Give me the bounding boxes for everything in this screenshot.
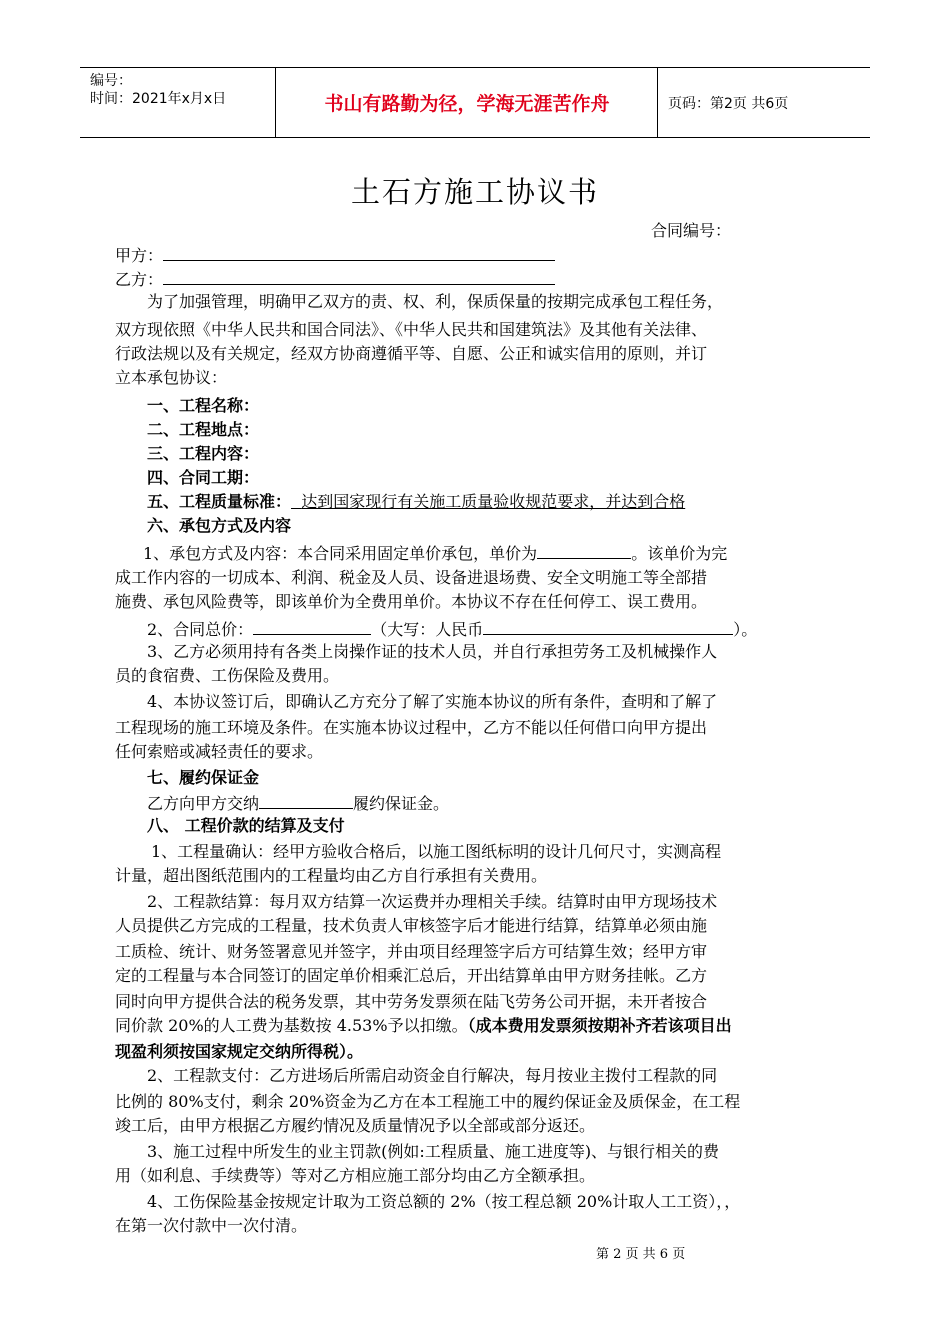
section-heading: 六、承包方式及内容 xyxy=(147,516,292,535)
header-motto: 书山有路勤为径，学海无涯苦作舟 xyxy=(277,68,658,137)
paragraph-line: 工程现场的施工环境及条件。在实施本协议过程中，乙方不能以任何借口向甲方提出 xyxy=(115,718,708,737)
paragraph-line: 3、乙方必须用持有各类上岗操作证的技术人员，并自行承担劳务工及机械操作人 xyxy=(147,642,718,661)
quality-label: 五、工程质量标准： xyxy=(147,492,292,511)
paragraph-line: 4、工伤保险基金按规定计取为工资总额的 2%（按工程总额 20%计取人工工资），， xyxy=(147,1192,741,1211)
total-price-words-blank xyxy=(483,616,733,635)
paragraph-line xyxy=(115,790,877,816)
section-heading: 二、工程地点： xyxy=(147,420,260,439)
paragraph-line: 竣工后，由甲方根据乙方履约情况及质量情况予以全部或部分返还。 xyxy=(115,1116,596,1135)
text: 。该单价为完 xyxy=(631,544,728,563)
quality-line xyxy=(115,490,877,514)
header-table xyxy=(80,67,870,138)
contract-number-label: 合同编号： xyxy=(651,221,732,240)
deposit-blank xyxy=(259,790,353,809)
party-b-blank xyxy=(163,266,555,285)
total-price-blank xyxy=(253,616,371,635)
text: （大写：人民币 xyxy=(371,620,484,639)
paragraph-line: 在第一次付款中一次付清。 xyxy=(115,1216,308,1235)
document-title: 土石方施工协议书 xyxy=(350,175,599,209)
intro-line: 行政法规以及有关规定，经双方协商遵循平等、自愿、公正和诚实信用的原则，并订 xyxy=(115,344,708,363)
paragraph-line: 员的食宿费、工伤保险及费用。 xyxy=(115,666,340,685)
text: 同价款 20%的人工费为基数按 4.53%予以扣缴。 xyxy=(115,1016,468,1035)
quality-value-text: 达到国家现行有关施工质量验收规范要求，并达到合格 xyxy=(301,492,686,511)
header-page-info: 页码：第2页 共6页 xyxy=(668,95,789,112)
paragraph-line: 3、施工过程中所发生的业主罚款(例如:工程质量、施工进度等)、与银行相关的费 xyxy=(147,1142,720,1161)
party-a-line xyxy=(115,242,845,268)
section-heading: 一、工程名称： xyxy=(147,396,260,415)
paragraph-line xyxy=(115,1014,845,1038)
time-label: 时间：2021年x月x日 xyxy=(90,91,227,107)
paragraph-line: 任何索赔或减轻责任的要求。 xyxy=(115,742,324,761)
text: 1、承包方式及内容：本合同采用固定单价承包，单价为 xyxy=(143,544,538,563)
paragraph-line xyxy=(115,616,877,642)
paragraph-line: 定的工程量与本合同签订的固定单价相乘汇总后，开出结算单由甲方财务挂帐。乙方 xyxy=(115,966,708,985)
paragraph-line: 施费、承包风险费等，即该单价为全费用单价。本协议不存在任何停工、误工费用。 xyxy=(115,592,708,611)
paragraph-line: 用（如利息、手续费等）等对乙方相应施工部分均由乙方全额承担。 xyxy=(115,1166,596,1185)
page-footer: 第 2 页 共 6 页 xyxy=(596,1247,686,1262)
quality-value xyxy=(291,492,685,511)
bold-note: 现盈利须按国家规定交纳所得税）。 xyxy=(115,1042,364,1061)
section-heading: 八、 工程价款的结算及支付 xyxy=(147,816,345,835)
header-meta xyxy=(80,68,276,137)
party-b-line xyxy=(115,266,845,292)
intro-line: 双方现依照《中华人民共和国合同法》、《中华人民共和国建筑法》及其他有关法律、 xyxy=(115,320,708,339)
section-heading: 三、工程内容： xyxy=(147,444,260,463)
paragraph-line: 人员提供乙方完成的工程量，技术负责人审核签字后才能进行结算，结算单必须由施 xyxy=(115,916,708,935)
paragraph-line: 同时向甲方提供合法的税务发票，其中劳务发票须在陆飞劳务公司开据，未开者按合 xyxy=(115,992,708,1011)
text: 2、合同总价： xyxy=(147,620,254,639)
party-a-label: 甲方： xyxy=(115,246,164,265)
unit-price-blank xyxy=(537,540,631,559)
paragraph-line: 成工作内容的一切成本、利润、税金及人员、设备进退场费、安全文明施工等全部措 xyxy=(115,568,708,587)
party-b-label: 乙方： xyxy=(115,270,164,289)
section-heading: 四、合同工期： xyxy=(147,468,260,487)
intro-line: 为了加强管理，明确甲乙双方的责、权、利，保质保量的按期完成承包工程任务， xyxy=(147,292,724,311)
bold-note: （成本费用发票须按期补齐若该项目出 xyxy=(467,1016,732,1035)
paragraph-line: 2、工程款支付：乙方进场后所需启动资金自行解决，每月按业主拨付工程款的同 xyxy=(147,1066,718,1085)
paragraph-line xyxy=(115,540,873,566)
section-heading: 七、履约保证金 xyxy=(147,768,260,787)
text: 履约保证金。 xyxy=(353,794,450,813)
paragraph-line: 4、本协议签订后，即确认乙方充分了解了实施本协议的所有条件，查明和了解了 xyxy=(147,692,718,711)
paragraph-line: 比例的 80%支付，剩余 20%资金为乙方在本工程施工中的履约保证金及质保金，在工程 xyxy=(115,1092,741,1111)
text: 乙方向甲方交纳 xyxy=(147,794,260,813)
paragraph-line: 1、工程量确认：经甲方验收合格后，以施工图纸标明的设计几何尺寸，实测高程 xyxy=(151,842,722,861)
party-a-blank xyxy=(163,242,555,261)
number-label: 编号： xyxy=(90,73,132,89)
paragraph-line: 计量，超出图纸范围内的工程量均由乙方自行承担有关费用。 xyxy=(115,866,548,885)
paragraph-line: 工质检、统计、财务签署意见并签字，并由项目经理签字后方可结算生效；经甲方审 xyxy=(115,942,708,961)
text: ）。 xyxy=(733,620,758,639)
paragraph-line: 2、工程款结算：每月双方结算一次运费并办理相关手续。结算时由甲方现场技术 xyxy=(147,892,718,911)
intro-line: 立本承包协议： xyxy=(115,368,228,387)
